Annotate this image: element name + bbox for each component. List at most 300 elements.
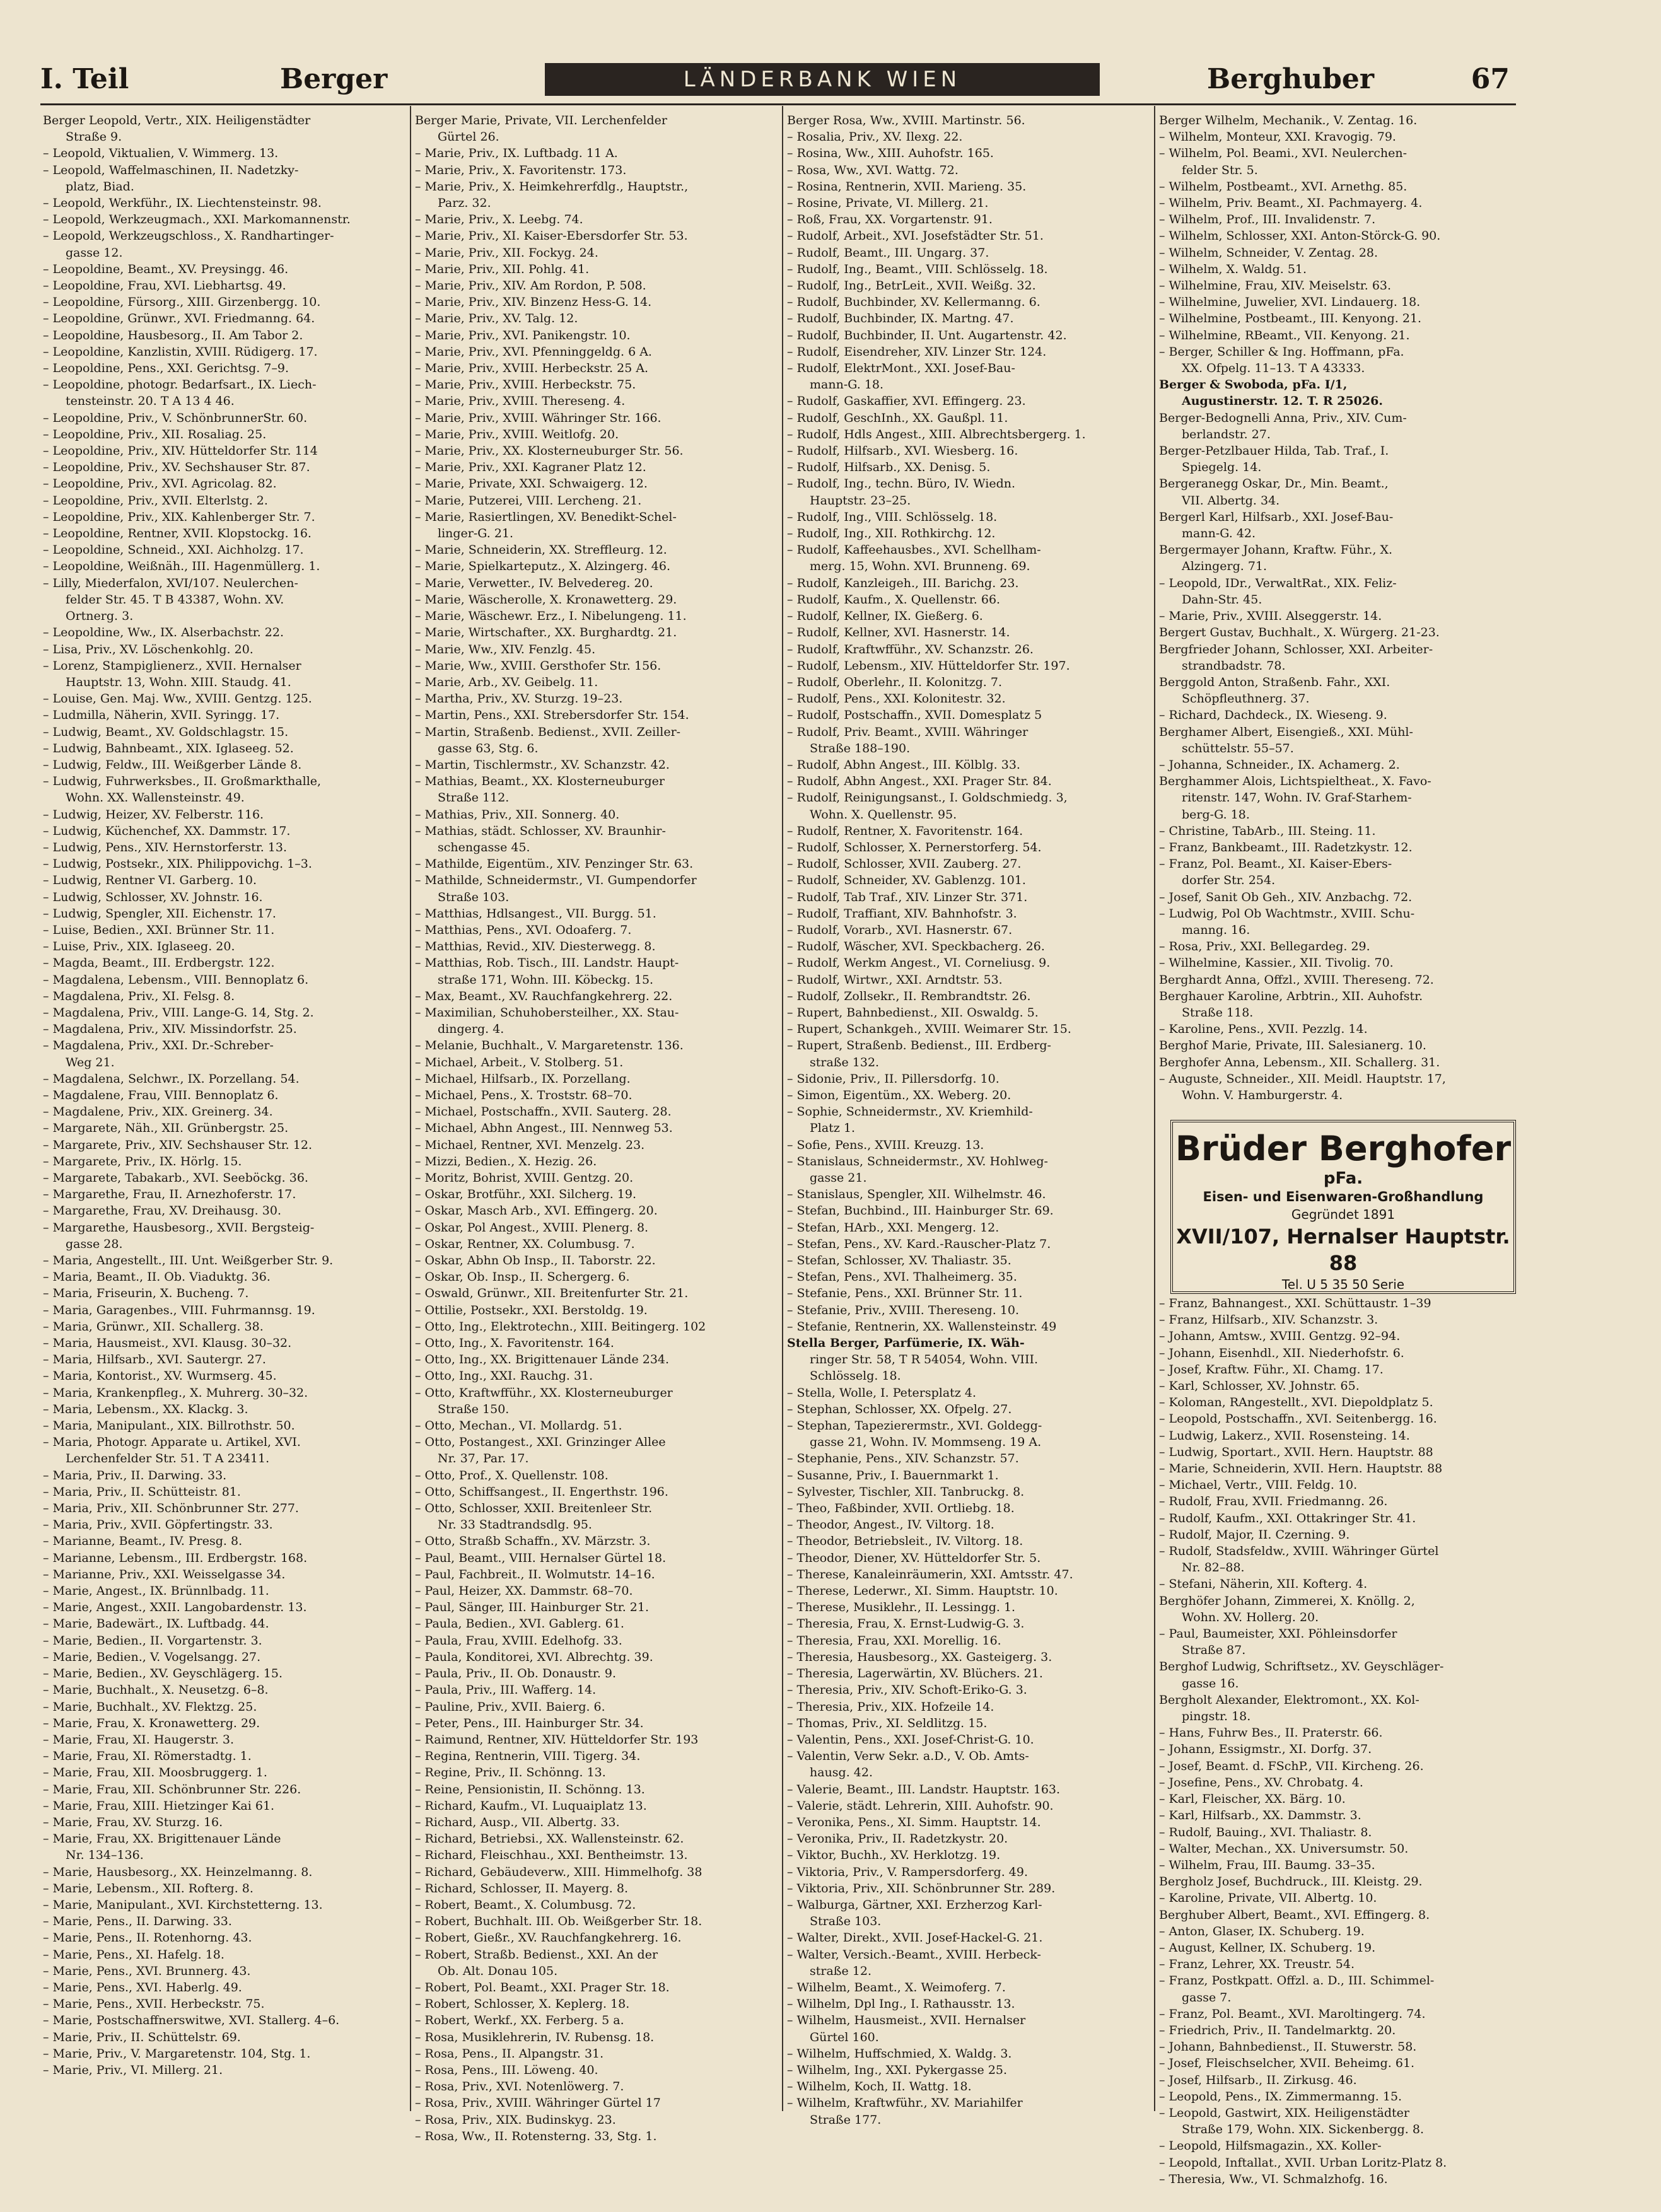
directory-entry-line: – Paul, Baumeister, XXI. Pöhleinsdorfer <box>1159 1627 1397 1641</box>
directory-entry-line: – Marie, Priv., VI. Millerg. 21. <box>43 2063 223 2077</box>
directory-entry-line: felder Str. 5. <box>1182 163 1258 177</box>
directory-entry-line: – Stella, Wolle, I. Petersplatz 4. <box>787 1385 977 1400</box>
directory-entry-line: – Oskar, Brotführ., XXI. Silcherg. 19. <box>415 1187 636 1202</box>
directory-entry-line: – Rudolf, Kellner, IX. Gießerg. 6. <box>787 609 983 624</box>
directory-entry-line: – Marie, Bedien., XV. Geyschlägerg. 15. <box>43 1667 283 1681</box>
directory-entry-line: – Otto, Mechan., VI. Mollardg. 51. <box>415 1419 622 1433</box>
directory-entry-line: – Mathilde, Schneidermstr., VI. Gumpendorfer <box>415 873 697 888</box>
directory-entry-line: – Michael, Arbeit., V. Stolberg. 51. <box>415 1055 624 1069</box>
directory-entry-line: – Karl, Schlosser, XV. Johnstr. 65. <box>1159 1379 1360 1394</box>
directory-entry-line: – Wilhelmine, Frau, XIV. Meiselstr. 63. <box>1159 279 1392 293</box>
directory-entry-line: Bergermayer Johann, Kraftw. Führ., X. <box>1159 543 1393 557</box>
directory-entry-line: – Josef, Sanit Ob Geh., XIV. Anzbachg. 72. <box>1159 890 1413 904</box>
directory-entry-line: – Rosa, Priv., XXI. Bellegardeg. 29. <box>1159 940 1370 954</box>
directory-entry-line: – Rosa, Priv., XVIII. Währinger Gürtel 17 <box>415 2096 661 2110</box>
directory-entry-line: Straße 179, Wohn. XIX. Sickenbergg. 8. <box>1182 2122 1424 2137</box>
directory-entry-line: – Marie, Priv., XVIII. Herbeckstr. 25 A. <box>415 361 649 376</box>
directory-entry-line: – Rudolf, Pens., XXI. Kolonitestr. 32. <box>787 692 1006 706</box>
directory-entry-line: – Marie, Priv., V. Margaretenstr. 104, Stg. 1. <box>43 2046 311 2061</box>
directory-entry-line: – Marianne, Beamt., IV. Presg. 8. <box>43 1534 243 1549</box>
directory-entry-line: – Margarethe, Frau, XV. Dreihausg. 30. <box>43 1204 281 1218</box>
directory-entry-line: – Regine, Priv., II. Schönng. 13. <box>415 1766 606 1780</box>
directory-entry-line: – Rudolf, Hilfsarb., XX. Denisg. 5. <box>787 460 991 475</box>
directory-entry-line: – Rudolf, Abhn Angest., XXI. Prager Str. 84. <box>787 774 1052 789</box>
directory-entry-line: – Wilhelmine, Kassier., XII. Tivolig. 70. <box>1159 956 1394 970</box>
directory-entry-line: – Rudolf, Traffiant, XIV. Bahnhofstr. 3. <box>787 906 1017 921</box>
directory-entry-line: – Robert, Gießr., XV. Rauchfangkehrerg. 16. <box>415 1931 682 1945</box>
directory-entry-line: – Rudolf, Bauing., XVI. Thaliastr. 8. <box>1159 1825 1372 1839</box>
directory-entry-line: – Marie, Pens., XVI. Brunnerg. 43. <box>43 1964 251 1978</box>
directory-entry-line: – Franz, Lehrer, XX. Treustr. 54. <box>1159 1957 1355 1972</box>
directory-entry-line: – Marie, Pens., II. Darwing. 33. <box>43 1914 232 1929</box>
directory-entry-line: – Rudolf, Rentner, X. Favoritenstr. 164. <box>787 824 1023 838</box>
directory-entry-line: – Wilhelm, Monteur, XXI. Kravogig. 79. <box>1159 130 1396 144</box>
directory-entry-line: hausg. 42. <box>810 1766 873 1780</box>
directory-entry-line: – Theo, Faßbinder, XVII. Ortliebg. 18. <box>787 1501 1015 1516</box>
directory-entry-line: merg. 15, Wohn. XVI. Brunneng. 69. <box>810 559 1030 574</box>
directory-entry-line: Berger Rosa, Ww., XVIII. Martinstr. 56. <box>787 114 1025 127</box>
directory-entry-line: – Robert, Pol. Beamt., XXI. Prager Str. 18. <box>415 1980 670 1994</box>
directory-entry-line: – Richard, Betriebsi., XX. Wallensteinstr. 62. <box>415 1832 684 1846</box>
directory-entry-line: – Rudolf, Beamt., III. Ungarg. 37. <box>787 245 989 260</box>
directory-entry-line: – Magdalena, Selchwr., IX. Porzellang. 54. <box>43 1071 300 1086</box>
directory-entry-line: – Otto, Prof., X. Quellenstr. 108. <box>415 1468 609 1482</box>
directory-entry-line: – Leopoldine, Priv., XVI. Agricolag. 82. <box>43 477 277 491</box>
directory-entry-line: – Oskar, Ob. Insp., II. Schergerg. 6. <box>415 1270 630 1284</box>
directory-entry-line: – Paul, Heizer, XX. Dammstr. 68–70. <box>415 1584 633 1598</box>
directory-entry-line: – Stephanie, Pens., XIV. Schanzstr. 57. <box>787 1452 1019 1466</box>
directory-entry-line: – Rudolf, Vorarb., XVI. Hasnerstr. 67. <box>787 923 1013 937</box>
directory-entry-line: – Rudolf, Hilfsarb., XVI. Wiesberg. 16. <box>787 444 1018 458</box>
directory-entry-line: gasse 21. <box>810 1171 867 1185</box>
directory-entry-line: – Rudolf, ElektrMont., XXI. Josef-Bau- <box>787 361 1015 376</box>
directory-entry-line: pingstr. 18. <box>1182 1709 1251 1724</box>
directory-entry-line: – Richard, Schlosser, II. Mayerg. 8. <box>415 1881 628 1895</box>
directory-entry-line: – Viktoria, Priv., V. Rampersdorferg. 49. <box>787 1865 1029 1879</box>
directory-entry-line: – Wilhelm, Ing., XXI. Pykergasse 25. <box>787 2063 1008 2077</box>
directory-entry-line: – Rosina, Rentnerin, XVII. Marieng. 35. <box>787 179 1027 194</box>
directory-entry-line: – Stefani, Näherin, XII. Kofterg. 4. <box>1159 1577 1368 1592</box>
directory-entry-line: – Matthias, Revid., XIV. Diesterwegg. 8. <box>415 940 656 954</box>
directory-entry-line: – Maria, Beamt., II. Ob. Viaduktg. 36. <box>43 1270 271 1284</box>
directory-entry-line: Straße 112. <box>438 791 510 805</box>
directory-entry-line: – Karoline, Private, VII. Albertg. 10. <box>1159 1891 1377 1906</box>
directory-entry-line: – Ludwig, Feldw., III. Weißgerber Lände 8. <box>43 757 302 772</box>
directory-entry-line: – Walter, Direkt., XVII. Josef-Hackel-G. 21. <box>787 1931 1043 1945</box>
directory-entry-line: – Otto, Schlosser, XXII. Breitenleer Str. <box>415 1501 653 1516</box>
directory-entry-line: – Maria, Angestellt., III. Unt. Weißgerber Str. 9. <box>43 1254 334 1268</box>
directory-entry-line: – Veronika, Priv., II. Radetzkystr. 20. <box>787 1832 1008 1846</box>
directory-entry-line: – Maria, Hilfsarb., XVI. Sautergr. 27. <box>43 1353 266 1367</box>
directory-entry-line: Bergeranegg Oskar, Dr., Min. Beamt., <box>1159 477 1389 491</box>
directory-entry-line: schüttelstr. 55–57. <box>1182 741 1294 755</box>
directory-entry-line: – Otto, Ing., XXI. Rauchg. 31. <box>415 1369 593 1383</box>
directory-entry-line: – Ludwig, Sportart., XVII. Hern. Hauptstr. 88 <box>1159 1445 1433 1459</box>
directory-entry-line: platz, Biad. <box>66 179 134 194</box>
directory-entry-line: – Oskar, Masch Arb., XVI. Effingerg. 20. <box>415 1204 658 1218</box>
directory-entry-line: – Rosina, Ww., XIII. Auhofstr. 165. <box>787 146 994 161</box>
directory-entry-line: – Leopoldine, Weißnäh., III. Hagenmüllerg. 1. <box>43 559 320 574</box>
directory-entry-line: gasse 12. <box>66 245 123 260</box>
directory-entry-line: – Mathias, Beamt., XX. Klosterneuburger <box>415 774 665 789</box>
directory-entry-line: – Wilhelmine, Juwelier, XVI. Lindauerg. 18. <box>1159 295 1421 310</box>
directory-entry-line: straße 132. <box>810 1055 880 1069</box>
directory-entry-line: – Valerie, städt. Lehrerin, XIII. Auhofstr. 90. <box>787 1798 1054 1813</box>
directory-entry-line: – Rudolf, Kaufm., XXI. Ottakringer Str. 41. <box>1159 1511 1416 1525</box>
directory-entry-line: – Rudolf, Frau, XVII. Friedmanng. 26. <box>1159 1494 1388 1509</box>
directory-entry-line: – Josef, Fleischselcher, XVII. Beheimg. 61. <box>1159 2056 1415 2071</box>
directory-entry-line: – Wilhelm, X. Waldg. 51. <box>1159 262 1307 276</box>
directory-entry-line: – Paul, Sänger, III. Hainburger Str. 21. <box>415 1600 650 1615</box>
directory-entry-line: – Johann, Bahnbedienst., II. Stuwerstr. 58. <box>1159 2040 1417 2054</box>
directory-entry-line: – Rudolf, Kaufm., X. Quellenstr. 66. <box>787 592 1001 607</box>
directory-entry-line: gasse 63, Stg. 6. <box>438 741 539 755</box>
directory-entry-line: – Rosa, Priv., XIX. Budinskyg. 23. <box>415 2112 616 2127</box>
directory-entry-line: – Maria, Hausmeist., XVI. Klausg. 30–32. <box>43 1336 292 1351</box>
directory-entry-line: – Johanna, Schneider., IX. Achamerg. 2. <box>1159 757 1400 772</box>
directory-entry-line: – Ludwig, Spengler, XII. Eichenstr. 17. <box>43 906 276 921</box>
directory-entry-line: – Marie, Verwetter., IV. Belvedereg. 20. <box>415 576 653 590</box>
directory-entry-line: – Pauline, Priv., XVII. Baierg. 6. <box>415 1699 605 1714</box>
directory-entry-line: Spiegelg. 14. <box>1182 460 1262 475</box>
directory-entry-line: – Paul, Beamt., VIII. Hernalser Gürtel 18. <box>415 1551 667 1565</box>
directory-entry-line: – Marie, Priv., XVIII. Weitlofg. 20. <box>415 427 619 441</box>
directory-entry-line: – Ludmilla, Näherin, XVII. Syringg. 17. <box>43 708 280 723</box>
directory-entry-line: – Hans, Fuhrw Bes., II. Praterstr. 66. <box>1159 1726 1383 1740</box>
directory-entry-line: – Rudolf, Buchbinder, XV. Kellermanng. 6. <box>787 295 1040 310</box>
directory-entry-line: – Margarethe, Hausbesorg., XVII. Bergsteig- <box>43 1220 315 1235</box>
directory-entry-line: – Josef, Kraftw. Führ., XI. Chamg. 17. <box>1159 1362 1384 1377</box>
directory-entry-line: – Ludwig, Schlosser, XV. Johnstr. 16. <box>43 890 263 904</box>
directory-entry-line: – Martha, Priv., XV. Sturzg. 19–23. <box>415 692 623 706</box>
directory-entry-line: – Michael, Pens., X. Troststr. 68–70. <box>415 1088 632 1102</box>
directory-entry-line: – Margarete, Näh., XII. Grünbergstr. 25. <box>43 1121 289 1136</box>
directory-entry-line: – Magdalena, Priv., VIII. Lange-G. 14, Stg. 2. <box>43 1005 314 1020</box>
directory-entry-line: – Wilhelm, Frau, III. Baumg. 33–35. <box>1159 1858 1375 1872</box>
directory-entry-line: – Franz, Bahnangest., XXI. Schüttaustr. 1–39 <box>1159 1296 1431 1310</box>
directory-entry-line: – Rudolf, Wirtwr., XXI. Arndtstr. 53. <box>787 972 1003 987</box>
directory-entry-line: – Marie, Pens., XVI. Haberlg. 49. <box>43 1980 242 1994</box>
directory-entry-line: – August, Kellner, IX. Schuberg. 19. <box>1159 1940 1376 1955</box>
directory-entry-line: – Oskar, Rentner, XX. Columbusg. 7. <box>415 1237 635 1251</box>
directory-entry-line: Hauptstr. 13, Wohn. XIII. Staudg. 41. <box>66 675 291 689</box>
directory-entry-line: – Marie, Priv., XX. Klosterneuburger Str. 56. <box>415 444 684 458</box>
directory-entry-line: – Maria, Friseurin, X. Bucheng. 7. <box>43 1286 249 1301</box>
directory-entry-line: – Marianne, Lebensm., III. Erdbergstr. 168. <box>43 1551 308 1565</box>
directory-entry-line: – Robert, Beamt., X. Columbusg. 72. <box>415 1897 636 1912</box>
directory-entry-line: – Sylvester, Tischler, XII. Tanbruckg. 8. <box>787 1484 1025 1499</box>
directory-entry-line: Straße 118. <box>1182 1005 1254 1020</box>
directory-entry-line: – Theresia, Lagerwärtin, XV. Blüchers. 21. <box>787 1667 1043 1681</box>
directory-entry-line: – Rudolf, Buchbinder, II. Unt. Augartenstr. 42. <box>787 328 1067 342</box>
directory-entry-line: – Marie, Priv., IX. Luftbadg. 11 A. <box>415 146 618 161</box>
directory-entry-line: – Marie, Badewärt., IX. Luftbadg. 44. <box>43 1617 269 1631</box>
directory-entry-line: – Marie, Priv., XVI. Panikengstr. 10. <box>415 328 631 342</box>
directory-entry-line: – Paula, Bedien., XVI. Gablerg. 61. <box>415 1617 624 1631</box>
directory-entry-line: – Valerie, Beamt., III. Landstr. Hauptstr. 163. <box>787 1782 1061 1796</box>
directory-entry-line: Weg 21. <box>66 1055 115 1069</box>
directory-entry-line: – Marie, Rasiertlingen, XV. Benedikt-Schel- <box>415 509 677 524</box>
directory-entry-line: Nr. 134–136. <box>66 1848 144 1863</box>
directory-entry-line: – Ludwig, Beamt., XV. Goldschlagstr. 15. <box>43 725 289 739</box>
directory-entry-line: – Leopoldine, Grünwr., XVI. Friedmanng. 64. <box>43 311 315 326</box>
directory-entry-line: gasse 28. <box>66 1237 123 1251</box>
directory-entry-line: – Richard, Fleischhau., XXI. Bentheimstr. 13. <box>415 1848 688 1863</box>
directory-entry-line: Berger Marie, Private, VII. Lerchenfelder <box>415 114 668 127</box>
directory-entry-line: – Walter, Mechan., XX. Universumstr. 50. <box>1159 1841 1409 1856</box>
directory-entry-line: Gürtel 160. <box>810 2030 879 2044</box>
directory-entry-line: Straße 87. <box>1182 1643 1246 1658</box>
directory-entry-line: – Johann, Essigmstr., XI. Dorfg. 37. <box>1159 1742 1372 1757</box>
directory-entry-line: – Leopoldine, Frau, XVI. Liebhartsg. 49. <box>43 279 286 293</box>
directory-entry-line: – Marie, Frau, XII. Moosbruggerg. 1. <box>43 1766 267 1780</box>
directory-entry-line: straße 12. <box>810 1964 871 1978</box>
directory-entry-line: Wohn. XV. Hollerg. 20. <box>1182 1610 1319 1624</box>
directory-entry-line: – Valentin, Verw Sekr. a.D., V. Ob. Amts- <box>787 1749 1029 1764</box>
directory-entry-line: – Sophie, Schneidermstr., XV. Kriemhild- <box>787 1105 1033 1119</box>
directory-entry-line: – Stanislaus, Schneidermstr., XV. Hohlweg- <box>787 1154 1048 1168</box>
directory-entry-line: – Marie, Angest., XXII. Langobardenstr. 13. <box>43 1600 307 1615</box>
directory-entry-line: Bergerl Karl, Hilfsarb., XXI. Josef-Bau- <box>1159 509 1394 524</box>
directory-entry-line: – Marie, Bedien., II. Vorgartenstr. 3. <box>43 1633 262 1648</box>
directory-entry-line: – Richard, Ausp., VII. Albertg. 33. <box>415 1815 620 1829</box>
directory-entry-line: – Marie, Ww., XVIII. Gersthofer Str. 156. <box>415 658 661 673</box>
directory-entry-line: – Wilhelm, Postbeamt., XVI. Arnethg. 85. <box>1159 179 1407 194</box>
directory-entry-line: – Robert, Schlosser, X. Keplerg. 18. <box>415 1997 630 2011</box>
directory-entry-line: – Reine, Pensionistin, II. Schönng. 13. <box>415 1782 645 1796</box>
directory-entry-line: – Stefanie, Pens., XXI. Brünner Str. 11. <box>787 1286 1023 1301</box>
directory-entry-line: – Theodor, Betriebsleit., IV. Viltorg. 18. <box>787 1534 1023 1549</box>
directory-entry-line: – Lilly, Miederfalon, XVI/107. Neulerchen- <box>43 576 298 590</box>
directory-entry-line: – Oswald, Grünwr., XII. Breitenfurter Str. 21. <box>415 1286 689 1301</box>
directory-entry-line: – Leopoldine, Ww., IX. Alserbachstr. 22. <box>43 626 284 640</box>
directory-entry-line: schengasse 45. <box>438 840 530 854</box>
directory-entry-line: – Marie, Frau, XI. Römerstadtg. 1. <box>43 1749 252 1764</box>
directory-entry-line: – Marie, Priv., XIV. Am Rordon, P. 508. <box>415 279 646 293</box>
directory-entry-line: – Melanie, Buchhalt., V. Margaretenstr. 136. <box>415 1039 684 1053</box>
directory-entry-line: – Marie, Priv., X. Heimkehrerfdlg., Hauptstr., <box>415 179 689 194</box>
directory-entry-line: – Rosa, Musiklehrerin, IV. Rubensg. 18. <box>415 2030 655 2044</box>
directory-entry-line: – Rosine, Private, VI. Millerg. 21. <box>787 196 989 211</box>
directory-entry-line: straße 171, Wohn. III. Köbeckg. 15. <box>438 972 654 987</box>
directory-entry-line: – Maria, Garagenbes., VIII. Fuhrmannsg. 19. <box>43 1303 315 1317</box>
column-3 <box>787 112 1150 2127</box>
directory-entry-line: – Marie, Priv., XII. Pohlg. 41. <box>415 262 590 276</box>
directory-entry-line: – Marie, Putzerei, VIII. Lercheng. 21. <box>415 493 642 508</box>
directory-entry-line: Berger & Swoboda, pFa. I/1, <box>1159 378 1348 392</box>
directory-entry-line: – Marie, Hausbesorg., XX. Heinzelmanng. 8. <box>43 1865 313 1879</box>
directory-entry-line: – Marie, Spielkarteputz., X. Alzingerg. 46. <box>415 559 671 574</box>
directory-entry-line: Berghof Ludwig, Schriftsetz., XV. Geyschläger- <box>1159 1660 1444 1674</box>
directory-entry-line: – Stephan, Tapezierermstr., XVI. Goldegg- <box>787 1419 1042 1433</box>
directory-entry-line: – Marie, Frau, XII. Schönbrunner Str. 226. <box>43 1782 301 1796</box>
directory-entry-line: – Moritz, Bohrist, XVIII. Gentzg. 20. <box>415 1171 634 1185</box>
directory-entry-line: – Maria, Priv., XII. Schönbrunner Str. 277. <box>43 1501 299 1516</box>
directory-entry-line: – Wilhelm, Hausmeist., XVII. Hernalser <box>787 2013 1026 2028</box>
directory-entry-line: strandbadstr. 78. <box>1182 658 1286 673</box>
directory-entry-line: – Theresia, Priv., XIV. Schoft-Eriko-G. 3. <box>787 1683 1027 1697</box>
directory-entry-line: – Michael, Vertr., VIII. Feldg. 10. <box>1159 1478 1358 1493</box>
directory-entry-line: – Marie, Priv., X. Leebg. 74. <box>415 212 583 227</box>
directory-entry-line: – Marie, Priv., XII. Fockyg. 24. <box>415 245 598 260</box>
directory-entry-line: – Wilhelm, Pol. Beami., XVI. Neulerchen- <box>1159 146 1407 161</box>
directory-entry-line: – Wilhelmine, Postbeamt., III. Kenyong. 21. <box>1159 311 1422 326</box>
directory-entry-line: Berghuber Albert, Beamt., XVI. Effingerg. 8. <box>1159 1907 1430 1922</box>
directory-entry-line: – Maria, Priv., II. Darwing. 33. <box>43 1468 227 1482</box>
directory-entry-line: – Franz, Postkpatt. Offzl. a. D., III. Schimmel- <box>1159 1974 1435 1988</box>
directory-entry-line: – Rudolf, Hdls Angest., XIII. Albrechtsbergerg. 1. <box>787 427 1086 441</box>
directory-entry-line: – Rudolf, Kraftwfführ., XV. Schanzstr. 26. <box>787 642 1034 656</box>
directory-entry-line: – Marie, Buchhalt., XV. Flektzg. 25. <box>43 1699 257 1714</box>
directory-entry-line: – Ludwig, Pol Ob Wachtmstr., XVIII. Schu- <box>1159 906 1415 921</box>
directory-entry-line: – Leopold, Gastwirt, XIX. Heiligenstädter <box>1159 2105 1409 2120</box>
directory-entry-line: – Theresia, Priv., XIX. Hofzeile 14. <box>787 1699 994 1714</box>
directory-entry-line: – Wilhelm, Huffschmied, X. Waldg. 3. <box>787 2046 1012 2061</box>
directory-entry-line: gasse 16. <box>1182 1676 1239 1691</box>
directory-entry-line: – Franz, Bankbeamt., III. Radetzkystr. 12. <box>1159 840 1413 854</box>
directory-entry-line: – Rudolf, Oberlehr., II. Kolonitzg. 7. <box>787 675 1002 689</box>
directory-entry-line: tensteinstr. 20. T A 13 4 46. <box>66 394 235 409</box>
directory-entry-line: Parz. 32. <box>438 196 491 211</box>
directory-entry-line: – Rudolf, Schlosser, XVII. Zauberg. 27. <box>787 857 1022 871</box>
directory-entry-line: – Thomas, Priv., XI. Seldlitzg. 15. <box>787 1716 988 1730</box>
directory-entry-line: Berghamer Albert, Eisengieß., XXI. Mühl- <box>1159 725 1413 739</box>
directory-entry-line: – Marie, Priv., XVIII. Alseggerstr. 14. <box>1159 609 1382 624</box>
directory-entry-line: Schöpfleuthnerg. 37. <box>1182 692 1310 706</box>
directory-entry-line: – Marie, Arb., XV. Geibelg. 11. <box>415 675 598 689</box>
directory-entry-line: – Franz, Pol. Beamt., XI. Kaiser-Ebers- <box>1159 857 1392 871</box>
directory-entry-line: – Leopoldine, Beamt., XV. Preysingg. 46. <box>43 262 289 276</box>
directory-entry-line: – Rudolf, Schlosser, X. Pernerstorferg. 54. <box>787 840 1042 854</box>
directory-entry-line: – Ludwig, Bahnbeamt., XIX. Iglaseeg. 52. <box>43 741 294 755</box>
directory-entry-line: – Paula, Priv., III. Wafferg. 14. <box>415 1683 597 1697</box>
directory-entry-line: Wohn. XX. Wallensteinstr. 49. <box>66 791 245 805</box>
directory-entry-line: – Rosa, Pens., III. Löweng. 40. <box>415 2063 598 2077</box>
directory-entry-line: – Ludwig, Postsekr., XIX. Philippovichg. 1–3. <box>43 857 312 871</box>
directory-entry-line: – Rudolf, Buchbinder, IX. Martng. 47. <box>787 311 1014 326</box>
directory-entry-line: dingerg. 4. <box>438 1022 504 1037</box>
directory-entry-line: – Sidonie, Priv., II. Pillersdorfg. 10. <box>787 1071 1000 1086</box>
directory-entry-line: – Marie, Schneiderin, XX. Streffleurg. 12. <box>415 543 667 557</box>
directory-entry-line: Straße 9. <box>66 130 122 144</box>
directory-entry-line: – Rudolf, Ing., Beamt., VIII. Schlösselg. 18. <box>787 262 1048 276</box>
directory-entry-line: – Rudolf, GeschInh., XX. Gaußpl. 11. <box>787 410 1008 425</box>
directory-entry-line: Ob. Alt. Donau 105. <box>438 1964 558 1978</box>
directory-entry-line: Straße 188–190. <box>810 741 911 755</box>
directory-entry-line: – Josefine, Pens., XV. Chrobatg. 4. <box>1159 1775 1363 1790</box>
directory-entry-line: – Maximilian, Schuhobersteilher., XX. Stau- <box>415 1005 679 1020</box>
directory-entry-line: – Leopold, Waffelmaschinen, II. Nadetzky- <box>43 163 299 177</box>
ad-legal-form: pFa. <box>1323 1169 1363 1188</box>
directory-entry-line: – Franz, Pol. Beamt., XVI. Maroltingerg. 74. <box>1159 2006 1426 2021</box>
directory-entry-line: – Rudolf, Kaffeehausbes., XVI. Schellham- <box>787 543 1041 557</box>
directory-entry-line: – Theresia, Ww., VI. Schmalzhofg. 16. <box>1159 2172 1388 2186</box>
directory-entry-line: mann-G. 18. <box>810 378 884 392</box>
directory-entry-line: – Rudolf, Eisendreher, XIV. Linzer Str. 124. <box>787 344 1047 359</box>
directory-entry-line: – Rudolf, Ing., techn. Büro, IV. Wiedn. <box>787 477 1016 491</box>
directory-entry-line: Berghofer Anna, Lebensm., XII. Schallerg. 31. <box>1159 1055 1440 1069</box>
directory-entry-line: Straße 177. <box>810 2112 882 2127</box>
directory-entry-line: manng. 16. <box>1182 923 1250 937</box>
directory-entry-line: – Marie, Priv., XVIII. Herbeckstr. 75. <box>415 378 636 392</box>
directory-entry-line: – Rudolf, Major, II. Czerning. 9. <box>1159 1527 1350 1542</box>
directory-entry-line: – Mathias, Priv., XII. Sonnerg. 40. <box>415 807 620 822</box>
ad-founded: Gegründet 1891 <box>1291 1207 1396 1222</box>
directory-entry-line: – Koloman, RAngestellt., XVI. Diepoldplatz 5. <box>1159 1395 1433 1410</box>
directory-entry-line: – Magdalena, Priv., XXI. Dr.-Schreber- <box>43 1039 274 1053</box>
directory-entry-line: – Theresia, Frau, X. Ernst-Ludwig-G. 3. <box>787 1617 1025 1631</box>
directory-entry-line: Berghöfer Johann, Zimmerei, X. Knöllg. 2, <box>1159 1593 1415 1608</box>
directory-entry-line: – Berger, Schiller & Ing. Hoffmann, pFa. <box>1159 344 1404 359</box>
directory-entry-line: – Marianne, Priv., XXI. Weisselgasse 34. <box>43 1567 286 1581</box>
directory-entry-line: Berghardt Anna, Offzl., XVIII. Thereseng. 72. <box>1159 972 1434 987</box>
directory-entry-line: – Leopoldine, Priv., XV. Sechshauser Str. 87. <box>43 460 310 475</box>
directory-entry-line: – Marie, Wirtschafter., XX. Burghardtg. 21. <box>415 626 677 640</box>
directory-entry-line: – Otto, Ing., Elektrotechn., XIII. Beitingerg. 102 <box>415 1319 706 1334</box>
directory-entry-line: – Rudolf, Ing., XII. Rothkirchg. 12. <box>787 527 996 541</box>
directory-entry-line: – Rudolf, Tab Traf., XIV. Linzer Str. 371. <box>787 890 1028 904</box>
directory-entry-line: – Leopold, Viktualien, V. Wimmerg. 13. <box>43 146 279 161</box>
directory-entry-line: felder Str. 45. T B 43387, Wohn. XV. <box>66 592 284 607</box>
directory-entry-line: – Marie, Private, XXI. Schwaigerg. 12. <box>415 477 648 491</box>
directory-entry-line: – Ludwig, Pens., XIV. Hernstorferstr. 13. <box>43 840 288 854</box>
directory-entry-line: – Otto, Straßb Schaffn., XV. Märzstr. 3. <box>415 1534 651 1549</box>
directory-entry-line: – Walter, Versich.-Beamt., XVIII. Herbeck- <box>787 1947 1041 1962</box>
directory-entry-line: – Maria, Lebensm., XX. Klackg. 3. <box>43 1402 248 1416</box>
directory-entry-line: – Wilhelmine, RBeamt., VII. Kenyong. 21. <box>1159 328 1410 342</box>
directory-entry-line: – Marie, Lebensm., XII. Rofterg. 8. <box>43 1881 254 1895</box>
directory-entry-line: – Leopoldine, Priv., XII. Rosaliag. 25. <box>43 427 267 441</box>
column-divider <box>410 106 411 2111</box>
directory-entry-line: – Magda, Beamt., III. Erdbergstr. 122. <box>43 956 275 970</box>
directory-entry-line: – Simon, Eigentüm., XX. Weberg. 20. <box>787 1088 1011 1102</box>
directory-entry-line: – Rudolf, Wäscher, XVI. Speckbacherg. 26. <box>787 940 1045 954</box>
directory-entry-line: – Leopold, IDr., VerwaltRat., XIX. Feliz- <box>1159 576 1397 590</box>
directory-entry-line: – Mathilde, Eigentüm., XIV. Penzinger Str. 63. <box>415 857 694 871</box>
directory-entry-line: – Rudolf, Schneider, XV. Gablenzg. 101. <box>787 873 1026 888</box>
directory-entry-line: – Margarete, Priv., IX. Hörlg. 15. <box>43 1154 242 1168</box>
directory-entry-line: Gürtel 26. <box>438 130 499 144</box>
directory-entry-line: – Leopoldine, Fürsorg., XIII. Girzenbergg. 10. <box>43 295 321 310</box>
directory-entry-line: mann-G. 42. <box>1182 527 1256 541</box>
directory-entry-line: – Martin, Tischlermstr., XV. Schanzstr. 42. <box>415 757 670 772</box>
directory-entry-line: – Leopoldine, Priv., V. SchönbrunnerStr. 60. <box>43 410 308 425</box>
directory-entry-line: Straße 103. <box>438 890 510 904</box>
directory-entry-line: – Robert, Buchhalt. III. Ob. Weißgerber Str. 18. <box>415 1914 702 1929</box>
directory-entry-line: Bergholz Josef, Buchdruck., III. Kleistg. 29. <box>1159 1875 1423 1889</box>
directory-entry-line: – Louise, Gen. Maj. Ww., XVIII. Gentzg. 125. <box>43 692 312 706</box>
directory-entry-line: – Wilhelm, Prof., III. Invalidenstr. 7. <box>1159 212 1376 227</box>
directory-entry-line: – Stefanie, Priv., XVIII. Thereseng. 10. <box>787 1303 1019 1317</box>
directory-entry-line: – Marie, Pens., II. Rotenhorng. 43. <box>43 1931 252 1945</box>
directory-entry-line: – Margarete, Priv., XIV. Sechshauser Str. 12. <box>43 1138 312 1152</box>
directory-entry-line: – Magdalene, Priv., XIX. Greinerg. 34. <box>43 1105 273 1119</box>
directory-entry-line: – Viktoria, Priv., XII. Schönbrunner Str. 289. <box>787 1881 1056 1895</box>
directory-entry-line: – Maria, Priv., XVII. Göpfertingstr. 33. <box>43 1518 273 1532</box>
column-2 <box>415 112 778 2143</box>
ad-address: XVII/107, Hernalser Hauptstr. 88 <box>1176 1225 1510 1275</box>
directory-entry-line: – Marie, Priv., XXI. Kagraner Platz 12. <box>415 460 646 475</box>
directory-entry-line: – Therese, Lederwr., XI. Simm. Hauptstr. 10. <box>787 1584 1058 1598</box>
directory-entry-line: – Josef, Hilfsarb., II. Zirkusg. 46. <box>1159 2073 1357 2087</box>
page-header <box>40 61 1516 98</box>
directory-entry-line: Stella Berger, Parfümerie, IX. Wäh- <box>787 1336 1025 1351</box>
directory-entry-line: – Margarete, Tabakarb., XVI. Seeböckg. 36. <box>43 1171 308 1185</box>
directory-entry-line: – Rudolf, Abhn Angest., III. Kölblg. 33. <box>787 757 1020 772</box>
directory-entry-line: – Josef, Beamt. d. FSchP., VII. Kircheng. 26. <box>1159 1759 1424 1773</box>
directory-entry-line: Berger Leopold, Vertr., XIX. Heiligenstädter <box>43 114 311 127</box>
directory-entry-line: – Theodor, Angest., IV. Viltorg. 18. <box>787 1518 994 1532</box>
